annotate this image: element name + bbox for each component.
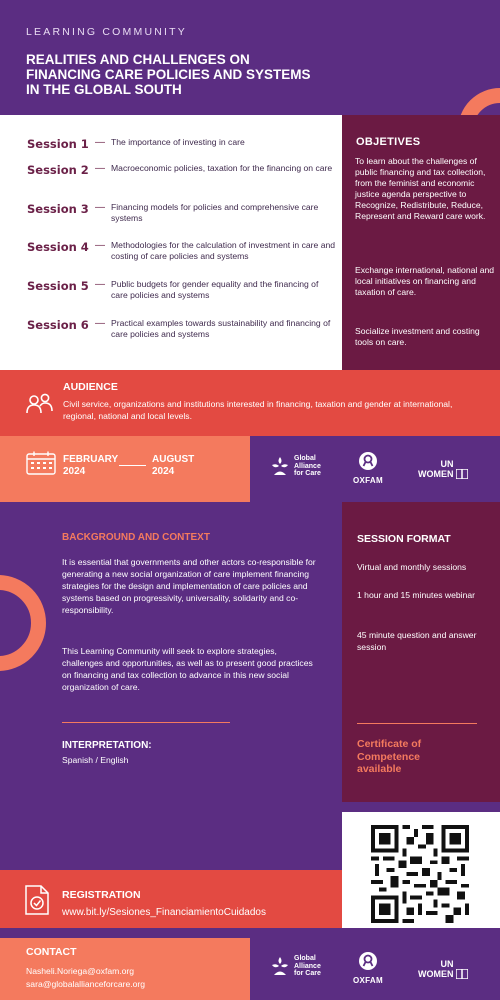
dash-separator: —	[95, 240, 105, 251]
format-item: 45 minute question and answer session	[357, 630, 477, 652]
qr-code[interactable]	[371, 825, 469, 928]
registration-heading: REGISTRATION	[62, 889, 141, 901]
people-icon	[26, 393, 54, 420]
gac-line1: Global	[294, 955, 316, 962]
oxfam-name: OXFAM	[353, 976, 383, 985]
session-text: The importance of investing in care	[111, 137, 245, 147]
objective-paragraph: To learn about the challenges of public financing and tax collection, from the feminist and economic justice agenda perspective to Recognize, Redistribute, Reduce, Represent and Reward care work.	[355, 156, 486, 221]
start-year: 2024	[63, 466, 86, 477]
objective-paragraph: Exchange international, national and local initiatives on financing and taxation of care.	[355, 265, 495, 297]
oxfam-icon	[357, 451, 379, 471]
session-label: Session 6	[27, 318, 89, 332]
session-item	[27, 137, 336, 151]
end-year: 2024	[152, 466, 175, 477]
gac-line3: for Care	[294, 970, 321, 977]
registration-link[interactable]: www.bit.ly/Sesiones_FinanciamientoCuidados	[62, 907, 266, 918]
session-text: Practical examples towards sustainability and financing of care policies and systems	[111, 318, 331, 339]
audience-text: Civil service, organizations and institutions interested in financing, taxation and gender at international, regional, national and local levels.	[63, 399, 453, 421]
contact-email[interactable]: Nasheli.Noriega@oxfam.org	[26, 966, 135, 976]
session-item	[27, 279, 336, 301]
certificate-note: Certificate of Competence available	[357, 738, 422, 775]
format-item: Virtual and monthly sessions	[357, 562, 467, 572]
session-item	[27, 202, 336, 224]
global-alliance-logo	[270, 455, 321, 478]
session-label: Session 1	[27, 137, 89, 151]
audience-heading: AUDIENCE	[63, 381, 118, 393]
format-item: 1 hour and 15 minutes webinar	[357, 590, 476, 600]
background-paragraph: It is essential that governments and other actors co-responsible for generating a new social organization of care implement financing strategies for the design and implementation of care policies and systems based on progressivity, universality, solidarity and co-responsibility.	[62, 557, 316, 615]
women-label: WOMEN	[418, 968, 454, 979]
gac-line1: Global	[294, 455, 316, 462]
divider-line	[62, 722, 230, 723]
divider-line	[357, 723, 477, 724]
end-date	[152, 454, 194, 478]
session-label: Session 4	[27, 240, 89, 254]
un-label: UN	[440, 959, 454, 969]
session-label: Session 3	[27, 202, 89, 216]
session-label: Session 2	[27, 163, 89, 177]
dash-separator: —	[95, 137, 105, 148]
date-range-divider	[119, 465, 146, 466]
background-paragraph: This Learning Community will seek to explore strategies, challenges and opportunities, as well as to present good practices on financing and tax collection to advance in this new social organization of care.	[62, 646, 313, 692]
dash-separator: —	[95, 318, 105, 329]
gac-line2: Alliance	[294, 962, 321, 970]
session-item	[27, 318, 336, 340]
global-alliance-logo	[270, 955, 321, 978]
session-item	[27, 163, 336, 177]
objective-paragraph: Socialize investment and costing tools on care.	[355, 326, 480, 347]
session-text: Public budgets for gender equality and the financing of care policies and systems	[111, 279, 319, 300]
un-women-icon	[456, 469, 468, 479]
un-women-icon	[456, 969, 468, 979]
session-format-heading: SESSION FORMAT	[357, 533, 451, 545]
global-alliance-icon	[270, 955, 290, 977]
dash-separator: —	[95, 202, 105, 213]
session-text: Financing models for policies and comprehensive care systems	[111, 202, 319, 223]
eyebrow-label: LEARNING COMMUNITY	[26, 26, 187, 38]
session-label: Session 5	[27, 279, 89, 293]
gac-line2: Alliance	[294, 462, 321, 470]
calendar-icon	[26, 451, 56, 480]
session-text: Methodologies for the calculation of investment in care and costing of care policies and systems	[111, 240, 336, 261]
start-date	[63, 454, 118, 478]
oxfam-icon	[357, 951, 379, 971]
un-women-logo	[418, 460, 468, 479]
oxfam-name: OXFAM	[353, 476, 383, 485]
page-title: REALITIES AND CHALLENGES ON FINANCING CARE POLICIES AND SYSTEMS IN THE GLOBAL SOUTH	[26, 52, 311, 97]
dash-separator: —	[95, 279, 105, 290]
background-heading: BACKGROUND AND CONTEXT	[62, 532, 210, 543]
oxfam-logo	[348, 951, 388, 985]
session-text: Macroeconomic policies, taxation for the financing on care	[111, 163, 333, 173]
objectives-heading: OBJETIVES	[356, 136, 421, 148]
contact-heading: CONTACT	[26, 946, 77, 958]
start-month: FEBRUARY	[63, 454, 119, 465]
interpretation-heading: INTERPRETATION:	[62, 740, 152, 751]
interpretation-text: Spanish / English	[62, 755, 129, 765]
un-label: UN	[440, 459, 454, 469]
registration-band	[0, 870, 342, 928]
end-month: AUGUST	[152, 454, 195, 465]
dash-separator: —	[95, 163, 105, 174]
oxfam-logo	[348, 451, 388, 485]
un-women-logo	[418, 960, 468, 979]
women-label: WOMEN	[418, 468, 454, 479]
global-alliance-icon	[270, 455, 290, 477]
gac-line3: for Care	[294, 470, 321, 477]
session-item	[27, 240, 336, 262]
document-check-icon	[24, 884, 50, 921]
contact-email[interactable]: sara@globalallianceforcare.org	[26, 979, 146, 989]
